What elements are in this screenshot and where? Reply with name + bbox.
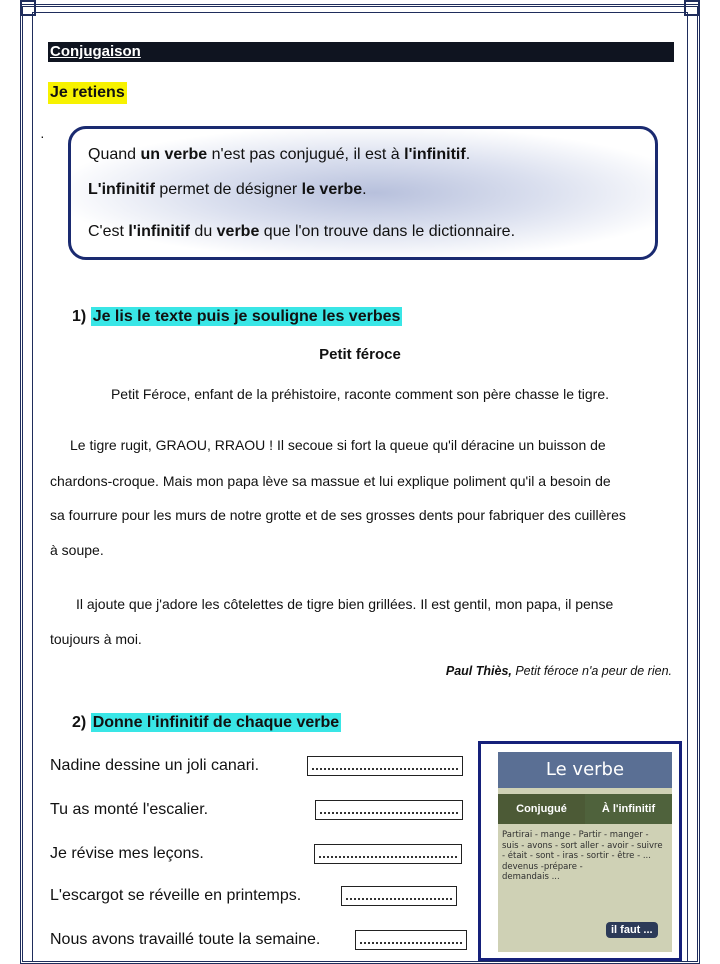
- exercise2-title: [72, 712, 341, 734]
- answer-field-4[interactable]: [341, 886, 457, 906]
- poster-line: devenus -prépare -: [502, 861, 583, 872]
- rule-line-2: [88, 181, 367, 199]
- rule-text-run: que l'on trouve dans le dictionnaire.: [259, 223, 516, 240]
- rule-text-run: l'infinitif: [128, 223, 190, 240]
- poster-line: suis - avons - sort aller - avoir - suivre: [502, 840, 663, 851]
- section-title-bar: [48, 42, 674, 62]
- rule-line-3: [88, 223, 515, 241]
- rule-text-run: L'infinitif: [88, 181, 155, 198]
- text-line: chardons-croque. Mais mon papa lève sa massue et lui explique poliment qu'il a besoin de: [50, 473, 611, 489]
- text-intro: Petit Féroce, enfant de la préhistoire, raconte comment son père chasse le tigre.: [110, 386, 610, 402]
- poster-col-conjugue: Conjugué: [498, 794, 585, 824]
- text-title: Petit féroce: [319, 346, 401, 363]
- poster-line: - était - sont - iras - sortir - être - ...: [502, 851, 651, 861]
- poster-col-infinitif: À l'infinitif: [585, 794, 672, 824]
- bullet-dot: ·: [40, 128, 45, 144]
- rule-text-run: verbe: [216, 223, 260, 240]
- rule-text-run: permet de désigner: [154, 181, 302, 198]
- text-line: toujours à moi.: [50, 631, 142, 647]
- exercise1-title: [72, 306, 402, 328]
- sentence-2: Tu as monté l'escalier.: [50, 801, 209, 818]
- answer-field-2[interactable]: [315, 800, 463, 820]
- exercise1-instruction: Je lis le texte puis je souligne les verbes: [92, 308, 401, 325]
- text-book: Petit féroce n'a peur de rien.: [511, 664, 672, 678]
- exercise2-number: 2): [72, 714, 87, 731]
- exercise1-number: 1): [72, 308, 87, 325]
- exercise2-instruction: Donne l'infinitif de chaque verbe: [92, 714, 340, 731]
- text-source: [446, 664, 672, 678]
- rule-heading: Je retiens: [48, 82, 127, 104]
- text-line: à soupe.: [50, 542, 104, 558]
- answer-field-3[interactable]: [314, 844, 462, 864]
- rule-line-1: [88, 146, 470, 164]
- rule-text-run: du: [189, 223, 217, 240]
- rule-text-run: un verbe: [140, 146, 208, 163]
- poster-title: Le verbe: [498, 752, 672, 788]
- poster-badge: il faut ...: [606, 922, 658, 938]
- poster-line: demandais ...: [502, 872, 560, 882]
- rule-text-run: Quand: [88, 146, 141, 163]
- text-line: sa fourrure pour les murs de notre grotte et de ses grosses dents pour fabriquer des cuillères: [50, 507, 626, 523]
- sentence-5: Nous avons travaillé toute la semaine.: [50, 931, 321, 948]
- rule-text-run: .: [465, 146, 471, 163]
- rule-text-run: .: [362, 181, 367, 198]
- sentence-4: L'escargot se réveille en printemps.: [50, 887, 302, 904]
- poster-line: Partirai - mange - Partir - manger -: [502, 830, 649, 840]
- text-line: Il ajoute que j'adore les côtelettes de tigre bien grillées. Il est gentil, mon papa, il pense: [76, 596, 614, 612]
- verb-poster: [498, 752, 672, 952]
- frame-corner-ornament: [684, 0, 700, 16]
- rule-box: [68, 126, 658, 260]
- poster-body: [498, 824, 672, 883]
- text-line: Le tigre rugit, GRAOU, RRAOU ! Il secoue si fort la queue qu'il déracine un buisson de: [70, 437, 606, 453]
- answer-field-1[interactable]: [307, 756, 463, 776]
- sentence-1: Nadine dessine un joli canari.: [50, 757, 260, 774]
- text-author: Paul Thiès,: [445, 664, 512, 678]
- rule-text-run: n'est pas conjugué, il est à: [207, 146, 405, 163]
- frame-corner-ornament: [20, 0, 36, 16]
- answer-field-5[interactable]: [355, 930, 467, 950]
- rule-text-run: C'est: [88, 223, 129, 240]
- section-title: Conjugaison: [50, 43, 141, 60]
- rule-text-run: l'infinitif: [404, 146, 466, 163]
- rule-text-run: le verbe: [301, 181, 363, 198]
- sentence-3: Je révise mes leçons.: [50, 845, 204, 862]
